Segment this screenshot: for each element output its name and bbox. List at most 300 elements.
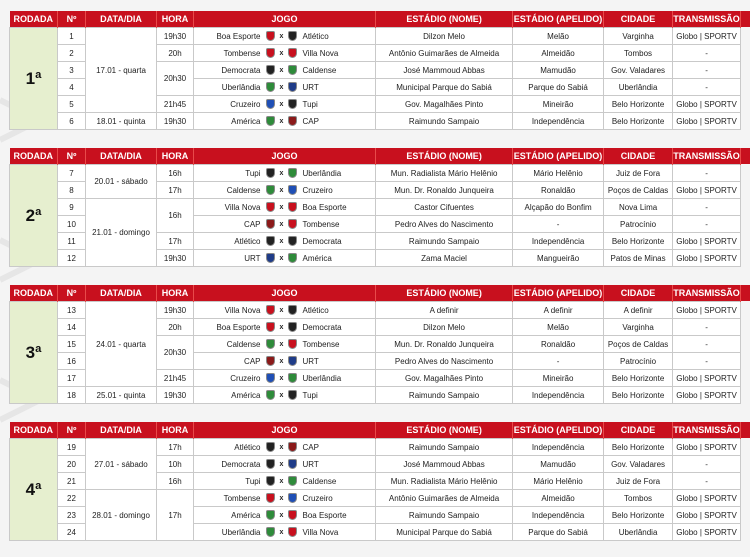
away-badge-cell xyxy=(286,216,300,233)
home-crest-icon xyxy=(266,305,275,315)
away-team: Tombense xyxy=(300,336,376,353)
versus-mark: x xyxy=(278,250,286,267)
away-badge-cell xyxy=(286,439,300,456)
away-team: Cruzeiro xyxy=(300,182,376,199)
away-badge-cell xyxy=(286,62,300,79)
header-jogo: JOGO xyxy=(194,422,376,439)
header-hora: HORA xyxy=(157,11,194,28)
stadium-nickname: Mangueirão xyxy=(513,250,604,267)
away-team: Atlético xyxy=(300,302,376,319)
game-time: 16h xyxy=(157,473,194,490)
away-crest-icon xyxy=(288,31,297,41)
home-badge-cell xyxy=(264,113,278,130)
away-crest-icon xyxy=(288,459,297,469)
header-row xyxy=(10,11,741,28)
table-row xyxy=(10,490,741,507)
header-jogo: JOGO xyxy=(194,148,376,165)
header-data: DATA/DIA xyxy=(86,285,157,302)
away-crest-icon xyxy=(288,339,297,349)
game-number: 8 xyxy=(58,182,86,199)
away-badge-cell xyxy=(286,165,300,182)
home-team: Villa Nova xyxy=(194,199,264,216)
home-badge-cell xyxy=(264,165,278,182)
game-time: 16h xyxy=(157,199,194,233)
table-row xyxy=(10,439,741,456)
home-badge-cell xyxy=(264,456,278,473)
home-crest-icon xyxy=(266,31,275,41)
game-time: 17h xyxy=(157,182,194,199)
versus-mark: x xyxy=(278,62,286,79)
home-team: Atlético xyxy=(194,439,264,456)
stadium-nickname: - xyxy=(513,353,604,370)
game-number: 18 xyxy=(58,387,86,404)
stadium-nickname: Mamudão xyxy=(513,62,604,79)
home-badge-cell xyxy=(264,370,278,387)
away-crest-icon xyxy=(288,493,297,503)
stadium-name: Raimundo Sampaio xyxy=(376,439,513,456)
home-team: CAP xyxy=(194,216,264,233)
away-team: Villa Nova xyxy=(300,524,376,541)
home-crest-icon xyxy=(266,493,275,503)
away-team: Cruzeiro xyxy=(300,490,376,507)
away-team: Democrata xyxy=(300,319,376,336)
home-crest-icon xyxy=(266,459,275,469)
home-team: Uberlândia xyxy=(194,524,264,541)
away-team: Boa Esporte xyxy=(300,199,376,216)
city: Uberlândia xyxy=(604,79,673,96)
away-crest-icon xyxy=(288,48,297,58)
away-crest-icon xyxy=(288,185,297,195)
away-crest-icon xyxy=(288,476,297,486)
home-team: CAP xyxy=(194,353,264,370)
header-rodada: RODADA xyxy=(10,285,58,302)
broadcast: Globo | SPORTV xyxy=(673,113,741,130)
home-crest-icon xyxy=(266,356,275,366)
away-badge-cell xyxy=(286,28,300,45)
broadcast: - xyxy=(673,45,741,62)
game-date: 17.01 - quarta xyxy=(86,28,157,113)
versus-mark: x xyxy=(278,456,286,473)
away-team: Uberlândia xyxy=(300,165,376,182)
broadcast: - xyxy=(673,336,741,353)
versus-mark: x xyxy=(278,113,286,130)
city: Juiz de Fora xyxy=(604,473,673,490)
home-badge-cell xyxy=(264,250,278,267)
away-crest-icon xyxy=(288,305,297,315)
away-crest-icon xyxy=(288,168,297,178)
home-crest-icon xyxy=(266,442,275,452)
home-team: América xyxy=(194,113,264,130)
round-table xyxy=(9,422,740,541)
table-row xyxy=(10,165,741,182)
stadium-nickname: - xyxy=(513,216,604,233)
broadcast: Globo | SPORTV xyxy=(673,439,741,456)
game-time: 20h xyxy=(157,319,194,336)
away-crest-icon xyxy=(288,253,297,263)
away-team: Boa Esporte xyxy=(300,507,376,524)
versus-mark: x xyxy=(278,336,286,353)
city: Patos de Minas xyxy=(604,250,673,267)
stadium-nickname: Independência xyxy=(513,507,604,524)
broadcast: - xyxy=(673,199,741,216)
header-apelido: ESTÁDIO (APELIDO) xyxy=(513,148,604,165)
away-badge-cell xyxy=(286,96,300,113)
header-num: Nº xyxy=(58,285,86,302)
city: Uberlândia xyxy=(604,524,673,541)
home-crest-icon xyxy=(266,476,275,486)
stadium-name: Raimundo Sampaio xyxy=(376,233,513,250)
game-number: 3 xyxy=(58,62,86,79)
away-badge-cell xyxy=(286,250,300,267)
away-team: CAP xyxy=(300,113,376,130)
versus-mark: x xyxy=(278,353,286,370)
games-table xyxy=(9,11,741,130)
home-team: URT xyxy=(194,250,264,267)
game-time: 19h30 xyxy=(157,250,194,267)
header-estadio: ESTÁDIO (NOME) xyxy=(376,285,513,302)
home-badge-cell xyxy=(264,96,278,113)
game-date: 24.01 - quarta xyxy=(86,302,157,387)
away-badge-cell xyxy=(286,182,300,199)
game-number: 16 xyxy=(58,353,86,370)
broadcast: Globo | SPORTV xyxy=(673,524,741,541)
versus-mark: x xyxy=(278,302,286,319)
versus-mark: x xyxy=(278,319,286,336)
versus-mark: x xyxy=(278,199,286,216)
versus-mark: x xyxy=(278,79,286,96)
game-time: 21h45 xyxy=(157,370,194,387)
away-crest-icon xyxy=(288,373,297,383)
away-badge-cell xyxy=(286,233,300,250)
header-data: DATA/DIA xyxy=(86,148,157,165)
home-crest-icon xyxy=(266,168,275,178)
versus-mark: x xyxy=(278,233,286,250)
home-team: Uberlândia xyxy=(194,79,264,96)
table-row xyxy=(10,28,741,45)
header-estadio: ESTÁDIO (NOME) xyxy=(376,11,513,28)
away-badge-cell xyxy=(286,45,300,62)
away-badge-cell xyxy=(286,302,300,319)
games-table xyxy=(9,148,741,267)
city: Belo Horizonte xyxy=(604,387,673,404)
stadium-nickname: Mineirão xyxy=(513,370,604,387)
broadcast: Globo | SPORTV xyxy=(673,96,741,113)
away-team: América xyxy=(300,250,376,267)
game-time: 19h30 xyxy=(157,113,194,130)
game-time: 21h45 xyxy=(157,96,194,113)
stadium-nickname: Independência xyxy=(513,387,604,404)
away-badge-cell xyxy=(286,370,300,387)
versus-mark: x xyxy=(278,473,286,490)
stadium-nickname: A definir xyxy=(513,302,604,319)
away-badge-cell xyxy=(286,199,300,216)
stadium-nickname: Mineirão xyxy=(513,96,604,113)
home-team: Boa Esporte xyxy=(194,319,264,336)
game-number: 5 xyxy=(58,96,86,113)
stadium-name: José Mammoud Abbas xyxy=(376,62,513,79)
city: Patrocínio xyxy=(604,216,673,233)
game-date: 20.01 - sábado xyxy=(86,165,157,199)
home-badge-cell xyxy=(264,507,278,524)
game-number: 21 xyxy=(58,473,86,490)
home-team: Cruzeiro xyxy=(194,370,264,387)
header-transmissao: TRANSMISSÃO xyxy=(673,285,741,302)
stadium-nickname: Melão xyxy=(513,319,604,336)
game-date: 25.01 - quinta xyxy=(86,387,157,404)
away-crest-icon xyxy=(288,236,297,246)
home-team: Democrata xyxy=(194,456,264,473)
game-time: 10h xyxy=(157,456,194,473)
game-time: 19h30 xyxy=(157,28,194,45)
away-crest-icon xyxy=(288,356,297,366)
stadium-name: Castor Cifuentes xyxy=(376,199,513,216)
broadcast: - xyxy=(673,353,741,370)
home-badge-cell xyxy=(264,45,278,62)
away-crest-icon xyxy=(288,390,297,400)
away-team: Caldense xyxy=(300,473,376,490)
home-crest-icon xyxy=(266,253,275,263)
home-badge-cell xyxy=(264,79,278,96)
header-hora: HORA xyxy=(157,148,194,165)
game-number: 22 xyxy=(58,490,86,507)
city: Belo Horizonte xyxy=(604,439,673,456)
game-time: 20h30 xyxy=(157,336,194,370)
home-badge-cell xyxy=(264,216,278,233)
stadium-nickname: Independência xyxy=(513,233,604,250)
home-team: Caldense xyxy=(194,336,264,353)
header-data: DATA/DIA xyxy=(86,11,157,28)
away-badge-cell xyxy=(286,319,300,336)
home-badge-cell xyxy=(264,28,278,45)
away-badge-cell xyxy=(286,336,300,353)
home-crest-icon xyxy=(266,99,275,109)
game-time: 20h xyxy=(157,45,194,62)
away-crest-icon xyxy=(288,99,297,109)
game-time: 19h30 xyxy=(157,387,194,404)
game-number: 24 xyxy=(58,524,86,541)
game-number: 20 xyxy=(58,456,86,473)
away-badge-cell xyxy=(286,113,300,130)
away-crest-icon xyxy=(288,202,297,212)
stadium-nickname: Ronaldão xyxy=(513,336,604,353)
header-apelido: ESTÁDIO (APELIDO) xyxy=(513,285,604,302)
city: Belo Horizonte xyxy=(604,113,673,130)
broadcast: - xyxy=(673,319,741,336)
versus-mark: x xyxy=(278,490,286,507)
away-team: Tombense xyxy=(300,216,376,233)
game-number: 10 xyxy=(58,216,86,233)
stadium-name: Mun. Radialista Mário Helênio xyxy=(376,473,513,490)
stadium-name: Mun. Dr. Ronaldo Junqueira xyxy=(376,182,513,199)
stadium-name: Dilzon Melo xyxy=(376,28,513,45)
game-number: 19 xyxy=(58,439,86,456)
game-number: 7 xyxy=(58,165,86,182)
home-team: Tupi xyxy=(194,165,264,182)
away-team: URT xyxy=(300,456,376,473)
away-team: Villa Nova xyxy=(300,45,376,62)
header-estadio: ESTÁDIO (NOME) xyxy=(376,148,513,165)
stadium-nickname: Mamudão xyxy=(513,456,604,473)
stadium-nickname: Alçapão do Bonfim xyxy=(513,199,604,216)
game-time: 17h xyxy=(157,233,194,250)
stadium-name: Dilzon Melo xyxy=(376,319,513,336)
away-team: Tupi xyxy=(300,387,376,404)
broadcast: - xyxy=(673,456,741,473)
away-crest-icon xyxy=(288,510,297,520)
stadium-name: Zama Maciel xyxy=(376,250,513,267)
home-team: Boa Esporte xyxy=(194,28,264,45)
game-number: 2 xyxy=(58,45,86,62)
broadcast: - xyxy=(673,79,741,96)
city: A definir xyxy=(604,302,673,319)
stadium-nickname: Almeidão xyxy=(513,490,604,507)
away-badge-cell xyxy=(286,524,300,541)
versus-mark: x xyxy=(278,524,286,541)
header-jogo: JOGO xyxy=(194,11,376,28)
versus-mark: x xyxy=(278,182,286,199)
home-crest-icon xyxy=(266,82,275,92)
city: Gov. Valadares xyxy=(604,456,673,473)
away-team: URT xyxy=(300,353,376,370)
away-team: Democrata xyxy=(300,233,376,250)
games-table xyxy=(9,285,741,404)
away-team: Caldense xyxy=(300,62,376,79)
header-cidade: CIDADE xyxy=(604,285,673,302)
round-label: 3ª xyxy=(10,302,58,404)
header-row xyxy=(10,285,741,302)
stadium-name: Raimundo Sampaio xyxy=(376,113,513,130)
away-crest-icon xyxy=(288,65,297,75)
header-hora: HORA xyxy=(157,285,194,302)
round-table xyxy=(9,285,740,404)
stadium-name: Mun. Radialista Mário Helênio xyxy=(376,165,513,182)
stadium-name: Mun. Dr. Ronaldo Junqueira xyxy=(376,336,513,353)
versus-mark: x xyxy=(278,165,286,182)
stadium-nickname: Mário Helênio xyxy=(513,473,604,490)
away-badge-cell xyxy=(286,456,300,473)
home-badge-cell xyxy=(264,353,278,370)
away-badge-cell xyxy=(286,353,300,370)
city: Nova Lima xyxy=(604,199,673,216)
city: Patrocínio xyxy=(604,353,673,370)
game-time: 17h xyxy=(157,490,194,541)
home-badge-cell xyxy=(264,199,278,216)
header-estadio: ESTÁDIO (NOME) xyxy=(376,422,513,439)
home-crest-icon xyxy=(266,339,275,349)
away-crest-icon xyxy=(288,442,297,452)
home-crest-icon xyxy=(266,116,275,126)
stadium-nickname: Ronaldão xyxy=(513,182,604,199)
stadium-name: A definir xyxy=(376,302,513,319)
stadium-nickname: Independência xyxy=(513,113,604,130)
city: Belo Horizonte xyxy=(604,507,673,524)
home-badge-cell xyxy=(264,62,278,79)
stadium-name: Gov. Magalhães Pinto xyxy=(376,370,513,387)
away-badge-cell xyxy=(286,387,300,404)
city: Belo Horizonte xyxy=(604,370,673,387)
broadcast: Globo | SPORTV xyxy=(673,507,741,524)
stadium-name: Pedro Alves do Nascimento xyxy=(376,353,513,370)
stadium-name: Antônio Guimarães de Almeida xyxy=(376,490,513,507)
stadium-name: Raimundo Sampaio xyxy=(376,387,513,404)
game-number: 1 xyxy=(58,28,86,45)
game-date: 18.01 - quinta xyxy=(86,113,157,130)
header-num: Nº xyxy=(58,422,86,439)
table-row xyxy=(10,302,741,319)
header-cidade: CIDADE xyxy=(604,422,673,439)
game-number: 9 xyxy=(58,199,86,216)
home-crest-icon xyxy=(266,527,275,537)
city: Tombos xyxy=(604,490,673,507)
header-transmissao: TRANSMISSÃO xyxy=(673,422,741,439)
home-team: Tombense xyxy=(194,45,264,62)
header-cidade: CIDADE xyxy=(604,11,673,28)
home-badge-cell xyxy=(264,302,278,319)
game-date: 21.01 - domingo xyxy=(86,199,157,267)
city: Belo Horizonte xyxy=(604,96,673,113)
away-team: Tupi xyxy=(300,96,376,113)
home-badge-cell xyxy=(264,319,278,336)
versus-mark: x xyxy=(278,370,286,387)
table-row xyxy=(10,199,741,216)
versus-mark: x xyxy=(278,45,286,62)
city: Tombos xyxy=(604,45,673,62)
broadcast: Globo | SPORTV xyxy=(673,250,741,267)
versus-mark: x xyxy=(278,96,286,113)
game-number: 12 xyxy=(58,250,86,267)
home-crest-icon xyxy=(266,185,275,195)
versus-mark: x xyxy=(278,507,286,524)
city: Varginha xyxy=(604,28,673,45)
stadium-name: Antônio Guimarães de Almeida xyxy=(376,45,513,62)
game-number: 6 xyxy=(58,113,86,130)
home-crest-icon xyxy=(266,373,275,383)
home-badge-cell xyxy=(264,439,278,456)
city: Poços de Caldas xyxy=(604,182,673,199)
stadium-name: Municipal Parque do Sabiá xyxy=(376,79,513,96)
game-time: 17h xyxy=(157,439,194,456)
header-apelido: ESTÁDIO (APELIDO) xyxy=(513,422,604,439)
header-apelido: ESTÁDIO (APELIDO) xyxy=(513,11,604,28)
broadcast: - xyxy=(673,165,741,182)
round-label: 4ª xyxy=(10,439,58,541)
games-table xyxy=(9,422,741,541)
header-data: DATA/DIA xyxy=(86,422,157,439)
away-badge-cell xyxy=(286,490,300,507)
away-crest-icon xyxy=(288,322,297,332)
versus-mark: x xyxy=(278,439,286,456)
broadcast: Globo | SPORTV xyxy=(673,182,741,199)
versus-mark: x xyxy=(278,28,286,45)
away-crest-icon xyxy=(288,82,297,92)
game-date: 27.01 - sábado xyxy=(86,439,157,490)
broadcast: - xyxy=(673,216,741,233)
header-num: Nº xyxy=(58,148,86,165)
away-crest-icon xyxy=(288,116,297,126)
away-badge-cell xyxy=(286,507,300,524)
broadcast: Globo | SPORTV xyxy=(673,302,741,319)
header-transmissao: TRANSMISSÃO xyxy=(673,148,741,165)
home-team: Tupi xyxy=(194,473,264,490)
stadium-nickname: Parque do Sabiá xyxy=(513,524,604,541)
header-num: Nº xyxy=(58,11,86,28)
home-crest-icon xyxy=(266,65,275,75)
header-cidade: CIDADE xyxy=(604,148,673,165)
stadium-name: Pedro Alves do Nascimento xyxy=(376,216,513,233)
header-hora: HORA xyxy=(157,422,194,439)
stadium-nickname: Parque do Sabiá xyxy=(513,79,604,96)
city: Belo Horizonte xyxy=(604,233,673,250)
